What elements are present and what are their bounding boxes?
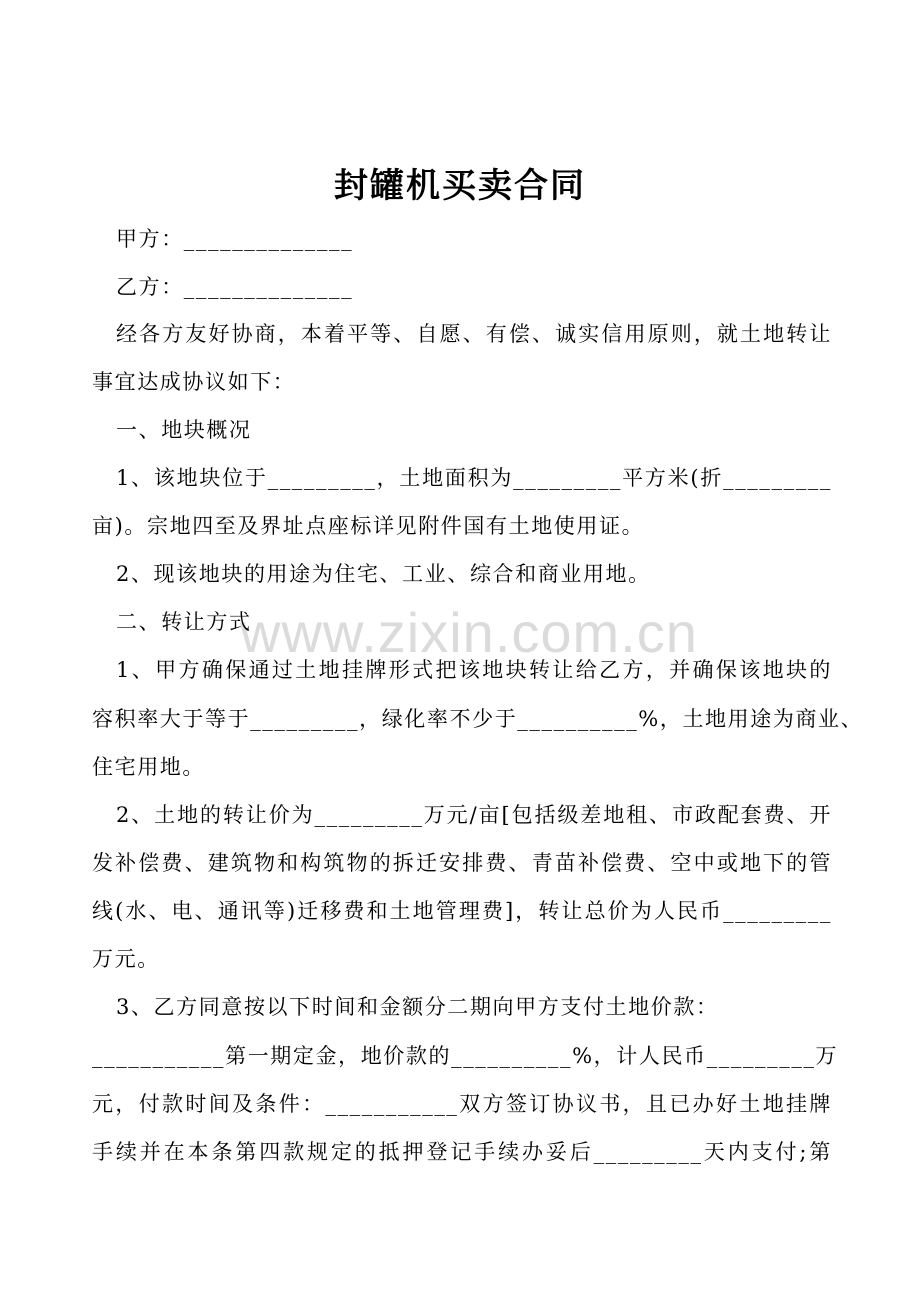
paragraph-line: ___________第一期定金，地价款的__________%，计人民币_________万 (92, 1044, 839, 1068)
paragraph-line: 线(水、电、通讯等)迁移费和土地管理费]，转让总价为人民币_________ (92, 899, 832, 923)
paragraph-line: 元，付款时间及条件：___________双方签订协议书，且已办好土地挂牌 (92, 1092, 832, 1116)
party-a-line: 甲方：______________ (116, 227, 354, 251)
watermark: www.zixin.com.cn (240, 601, 698, 664)
paragraph-line: 手续并在本条第四款规定的抵押登记手续办妥后_________天内支付;第 (92, 1140, 832, 1164)
paragraph-line: 亩)。宗地四至及界址点座标详见附件国有土地使用证。 (92, 514, 645, 538)
paragraph-line: 1、甲方确保通过土地挂牌形式把该地块转让给乙方，并确保该地块的 (116, 658, 832, 682)
paragraph-line: 万元。 (92, 947, 160, 971)
paragraph-line: 2、土地的转让价为_________万元/亩[包括级差地租、市政配套费、开 (116, 803, 832, 827)
paragraph-line: 发补偿费、建筑物和构筑物的拆迁安排费、青苗补偿费、空中或地下的管 (92, 851, 832, 875)
party-b-line: 乙方：______________ (116, 275, 354, 299)
paragraph-line: 住宅用地。 (92, 755, 205, 779)
paragraph-line: 事宜达成协议如下： (92, 370, 296, 394)
paragraph-line: 2、现该地块的用途为住宅、工业、综合和商业用地。 (116, 562, 651, 586)
page-title: 封罐机买卖合同 (334, 166, 586, 206)
paragraph-line: 3、乙方同意按以下时间和金额分二期向甲方支付土地价款： (116, 995, 719, 1019)
section-heading: 一、地块概况 (116, 418, 252, 442)
section-heading: 二、转让方式 (116, 610, 252, 634)
paragraph-line: 容积率大于等于_________，绿化率不少于__________%，土地用途为商业、 (92, 707, 864, 731)
paragraph-line: 1、该地块位于_________，土地面积为_________平方米(折_________ (116, 466, 832, 490)
paragraph-line: 经各方友好协商，本着平等、自愿、有偿、诚实信用原则，就土地转让 (116, 322, 832, 346)
